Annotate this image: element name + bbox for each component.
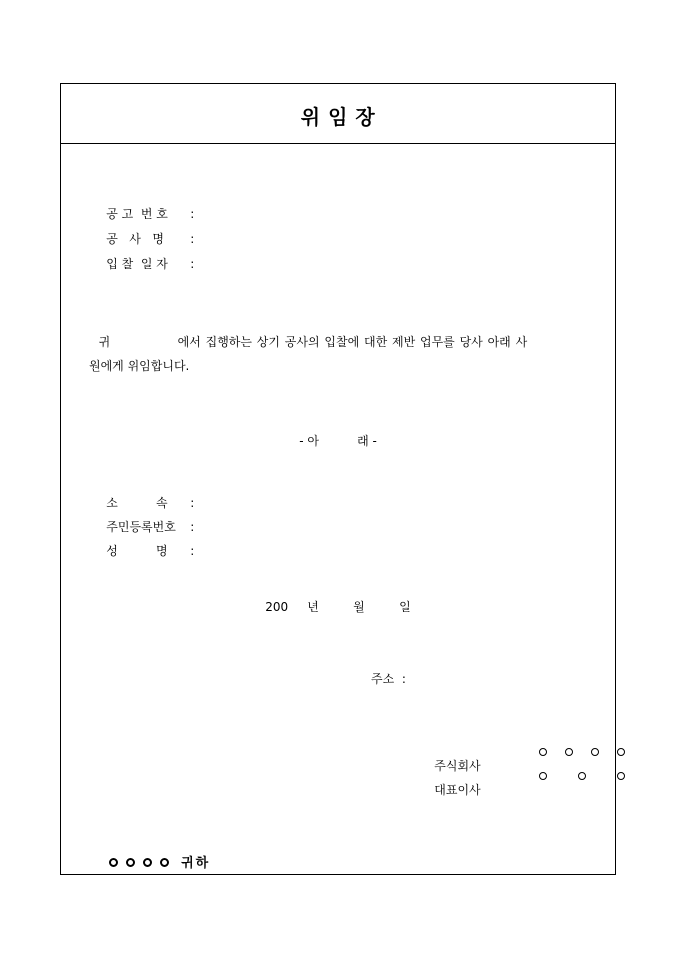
field-colon: : — [190, 496, 195, 510]
bid-date-label: 입 찰 일 자 — [106, 257, 168, 271]
name-label: 성 명 — [106, 544, 168, 558]
paragraph-line-2: 원에게 위임합니다. — [89, 359, 190, 373]
address-label: 주소 : — [371, 672, 406, 686]
document-title: 위 임 장 — [300, 105, 376, 129]
paragraph-line-1: 귀 에서 집행하는 상기 공사의 입찰에 대한 제반 업무를 당사 아래 사 — [89, 335, 528, 349]
circle-mark-icon — [143, 858, 152, 867]
field-colon: : — [190, 544, 195, 558]
company-label: 주식회사 — [434, 759, 481, 773]
resident-number-label: 주민등록번호 — [106, 520, 176, 534]
circle-mark-icon — [617, 772, 625, 780]
ceo-name-marks — [516, 755, 625, 797]
proxy-form-frame — [60, 83, 616, 875]
field-colon: : — [190, 257, 195, 271]
bid-date-row — [91, 241, 194, 286]
circle-mark-icon — [539, 772, 547, 780]
circle-mark-icon — [126, 858, 135, 867]
affiliation-label: 소 속 — [106, 496, 168, 510]
delegation-paragraph — [89, 330, 589, 378]
ceo-row — [419, 741, 625, 812]
field-colon: : — [190, 207, 195, 221]
addressee-suffix: 귀하 — [181, 856, 211, 871]
construction-name-label: 공 사 명 — [106, 232, 164, 246]
field-colon: : — [190, 232, 195, 246]
notice-heading: - 아 래 - — [299, 434, 377, 448]
circle-mark-icon — [160, 858, 169, 867]
circle-mark-icon — [109, 858, 118, 867]
title-bar — [61, 84, 615, 144]
ceo-label: 대표이사 — [434, 783, 481, 797]
addressee-line — [91, 837, 210, 886]
field-colon: : — [190, 520, 195, 534]
bid-notice-number-label: 공 고 번 호 — [106, 207, 168, 221]
name-row — [91, 528, 194, 573]
date-line: 200 년 월 일 — [265, 600, 411, 614]
circle-mark-icon — [578, 772, 586, 780]
